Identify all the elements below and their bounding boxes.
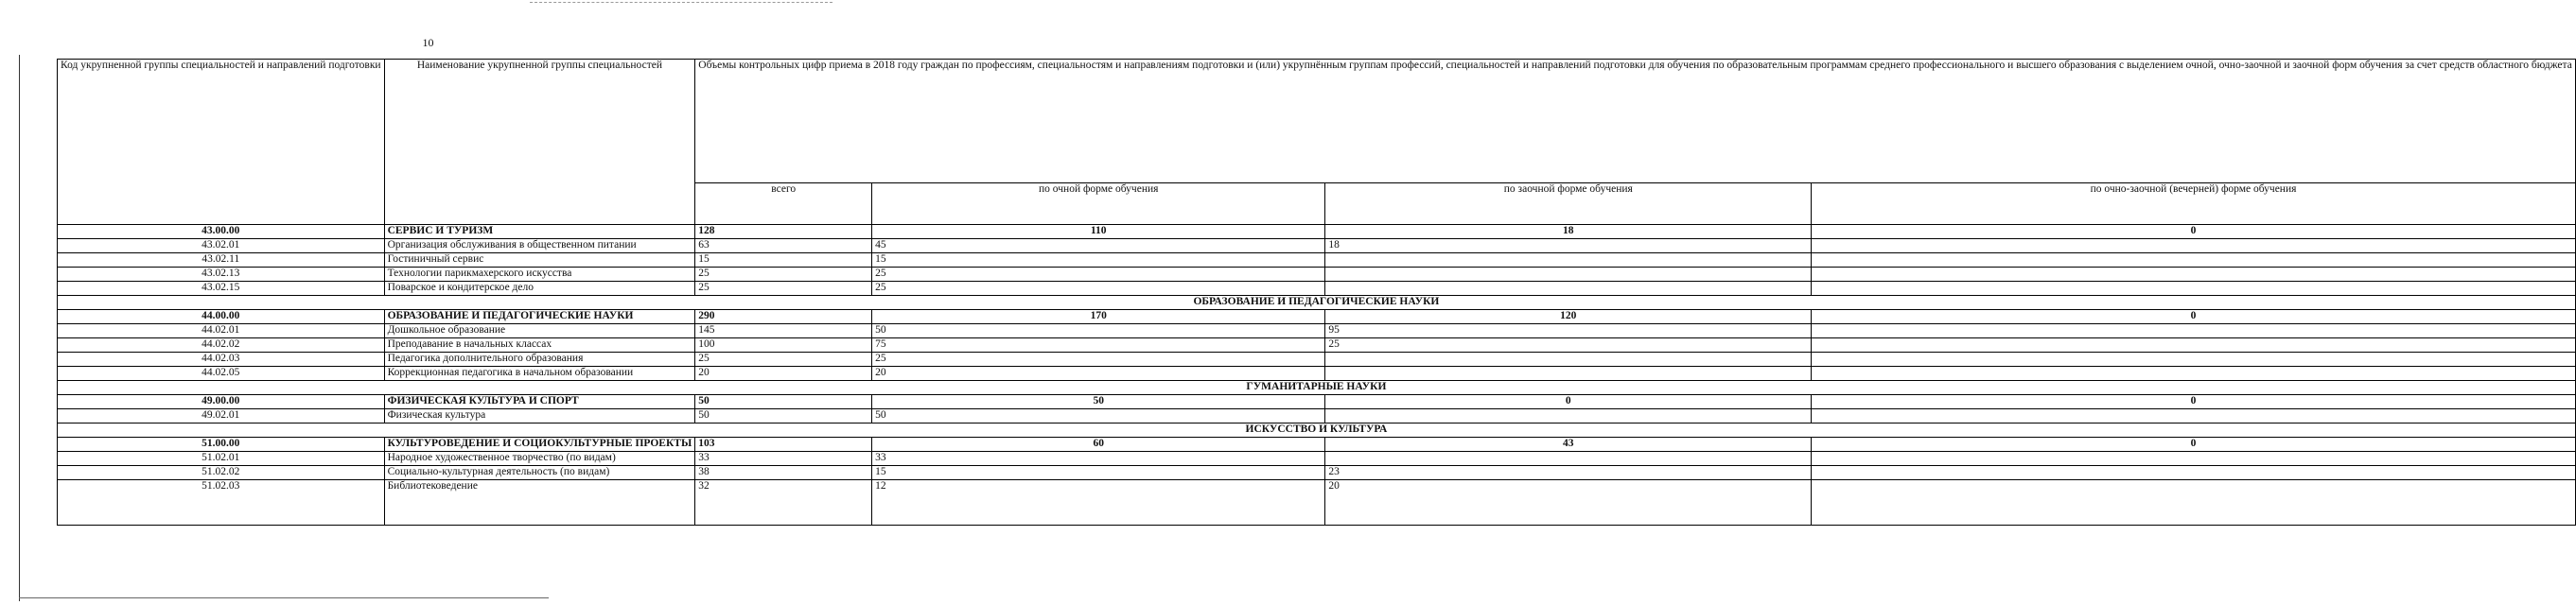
row-name: ОБРАЗОВАНИЕ И ПЕДАГОГИЧЕСКИЕ НАУКИ: [384, 310, 695, 324]
row-name: СЕРВИС И ТУРИЗМ: [384, 225, 695, 239]
row-name: Физическая культура: [384, 409, 695, 424]
row-fulltime: 45: [872, 239, 1325, 253]
table-row: [58, 353, 2576, 367]
row-fulltime: 170: [872, 310, 1325, 324]
row-total: 32: [695, 480, 872, 526]
row-extramural: 20: [1325, 480, 1812, 526]
section-row: [58, 381, 2576, 395]
row-code: 51.02.03: [58, 480, 385, 526]
header-total: всего: [695, 183, 872, 225]
row-total: 38: [695, 466, 872, 480]
row-extramural: [1325, 452, 1812, 466]
row-fulltime: 50: [872, 395, 1325, 409]
group-row: [58, 225, 2576, 239]
section-row: [58, 296, 2576, 310]
row-fulltime: 60: [872, 438, 1325, 452]
row-evening: 0: [1812, 438, 2576, 452]
page-number: 10: [422, 36, 434, 49]
row-name: Организация обслуживания в общественном питании: [384, 239, 695, 253]
row-total: 290: [695, 310, 872, 324]
row-code: 44.02.02: [58, 338, 385, 353]
row-code: 44.02.01: [58, 324, 385, 338]
row-fulltime: 50: [872, 409, 1325, 424]
row-name: Дошкольное образование: [384, 324, 695, 338]
row-name: Педагогика дополнительного образования: [384, 353, 695, 367]
row-fulltime: 25: [872, 268, 1325, 282]
row-code: 43.02.13: [58, 268, 385, 282]
row-name: Гостиничный сервис: [384, 253, 695, 268]
row-fulltime: 25: [872, 282, 1325, 296]
row-evening: [1812, 452, 2576, 466]
row-total: 15: [695, 253, 872, 268]
header-volumes: Объемы контрольных цифр приема в 2018 году граждан по профессиям, специальностям и направлениям подготовки и (или) укрупнённым группам профессий, специальностей и направлений подготовки для обучения по образовательным программам среднего профессионального и высшего образования с выделением очной, очно-заочной и заочной форм обучения за счет средств областного бюджета: [695, 60, 2576, 183]
row-total: 50: [695, 409, 872, 424]
row-fulltime: 75: [872, 338, 1325, 353]
table-row: [58, 480, 2576, 526]
row-evening: [1812, 268, 2576, 282]
row-evening: 0: [1812, 310, 2576, 324]
row-code: 51.00.00: [58, 438, 385, 452]
row-evening: 0: [1812, 225, 2576, 239]
table-body: [58, 225, 2576, 526]
row-evening: [1812, 367, 2576, 381]
row-code: 49.02.01: [58, 409, 385, 424]
table-row: [58, 239, 2576, 253]
row-extramural: 0: [1325, 395, 1812, 409]
row-name: Технологии парикмахерского искусства: [384, 268, 695, 282]
scan-frame-left: [19, 55, 20, 601]
row-extramural: [1325, 367, 1812, 381]
row-total: 63: [695, 239, 872, 253]
row-code: 44.02.03: [58, 353, 385, 367]
row-fulltime: 15: [872, 253, 1325, 268]
row-extramural: 23: [1325, 466, 1812, 480]
row-code: 43.00.00: [58, 225, 385, 239]
header-code: Код укрупненной группы специальностей и направлений подготовки: [58, 60, 385, 225]
group-row: [58, 395, 2576, 409]
row-extramural: [1325, 409, 1812, 424]
row-code: 44.00.00: [58, 310, 385, 324]
row-extramural: 95: [1325, 324, 1812, 338]
header-fulltime: по очной форме обучения: [872, 183, 1325, 225]
row-name: Преподавание в начальных классах: [384, 338, 695, 353]
row-fulltime: 25: [872, 353, 1325, 367]
row-extramural: [1325, 253, 1812, 268]
row-extramural: 25: [1325, 338, 1812, 353]
row-total: 25: [695, 353, 872, 367]
table-row: [58, 253, 2576, 268]
row-extramural: [1325, 353, 1812, 367]
row-code: 43.02.01: [58, 239, 385, 253]
row-name: Народное художественное творчество (по видам): [384, 452, 695, 466]
row-fulltime: 15: [872, 466, 1325, 480]
scan-frame-bottom: [19, 597, 549, 598]
admission-quota-table: [57, 59, 2576, 526]
row-fulltime: 50: [872, 324, 1325, 338]
table-row: [58, 282, 2576, 296]
row-name: Коррекционная педагогика в начальном образовании: [384, 367, 695, 381]
row-code: 44.02.05: [58, 367, 385, 381]
table-row: [58, 324, 2576, 338]
table-row: [58, 409, 2576, 424]
row-total: 145: [695, 324, 872, 338]
row-evening: 0: [1812, 395, 2576, 409]
row-fulltime: 12: [872, 480, 1325, 526]
header-name: Наименование укрупненной группы специальностей: [384, 60, 695, 225]
row-name: Социально-культурная деятельность (по видам): [384, 466, 695, 480]
row-evening: [1812, 409, 2576, 424]
row-extramural: 18: [1325, 225, 1812, 239]
row-total: 25: [695, 268, 872, 282]
row-evening: [1812, 466, 2576, 480]
row-total: 33: [695, 452, 872, 466]
row-extramural: [1325, 268, 1812, 282]
table-row: [58, 338, 2576, 353]
header-evening: по очно-заочной (вечерней) форме обучения: [1812, 183, 2576, 225]
row-total: 128: [695, 225, 872, 239]
table-row: [58, 367, 2576, 381]
row-code: 43.02.15: [58, 282, 385, 296]
row-name: Библиотековедение: [384, 480, 695, 526]
row-code: 51.02.02: [58, 466, 385, 480]
section-title: ОБРАЗОВАНИЕ И ПЕДАГОГИЧЕСКИЕ НАУКИ: [58, 296, 2576, 310]
table-row: [58, 268, 2576, 282]
row-fulltime: 110: [872, 225, 1325, 239]
row-code: 51.02.01: [58, 452, 385, 466]
header-extramural: по заочной форме обучения: [1325, 183, 1812, 225]
table-row: [58, 466, 2576, 480]
group-row: [58, 310, 2576, 324]
row-total: 25: [695, 282, 872, 296]
row-extramural: [1325, 282, 1812, 296]
section-title: ГУМАНИТАРНЫЕ НАУКИ: [58, 381, 2576, 395]
row-name: Поварское и кондитерское дело: [384, 282, 695, 296]
row-name: КУЛЬТУРОВЕДЕНИЕ И СОЦИОКУЛЬТУРНЫЕ ПРОЕКТЫ: [384, 438, 695, 452]
row-fulltime: 33: [872, 452, 1325, 466]
row-total: 100: [695, 338, 872, 353]
row-extramural: 18: [1325, 239, 1812, 253]
section-row: [58, 424, 2576, 438]
row-evening: [1812, 282, 2576, 296]
row-total: 20: [695, 367, 872, 381]
row-extramural: 43: [1325, 438, 1812, 452]
row-code: 43.02.11: [58, 253, 385, 268]
row-code: 49.00.00: [58, 395, 385, 409]
row-fulltime: 20: [872, 367, 1325, 381]
scan-edge-mark: [530, 2, 832, 4]
row-evening: [1812, 253, 2576, 268]
row-evening: [1812, 239, 2576, 253]
row-total: 50: [695, 395, 872, 409]
table-row: [58, 452, 2576, 466]
row-name: ФИЗИЧЕСКАЯ КУЛЬТУРА И СПОРТ: [384, 395, 695, 409]
section-title: ИСКУССТВО И КУЛЬТУРА: [58, 424, 2576, 438]
row-evening: [1812, 324, 2576, 338]
row-extramural: 120: [1325, 310, 1812, 324]
row-total: 103: [695, 438, 872, 452]
row-evening: [1812, 338, 2576, 353]
row-evening: [1812, 480, 2576, 526]
group-row: [58, 438, 2576, 452]
row-evening: [1812, 353, 2576, 367]
